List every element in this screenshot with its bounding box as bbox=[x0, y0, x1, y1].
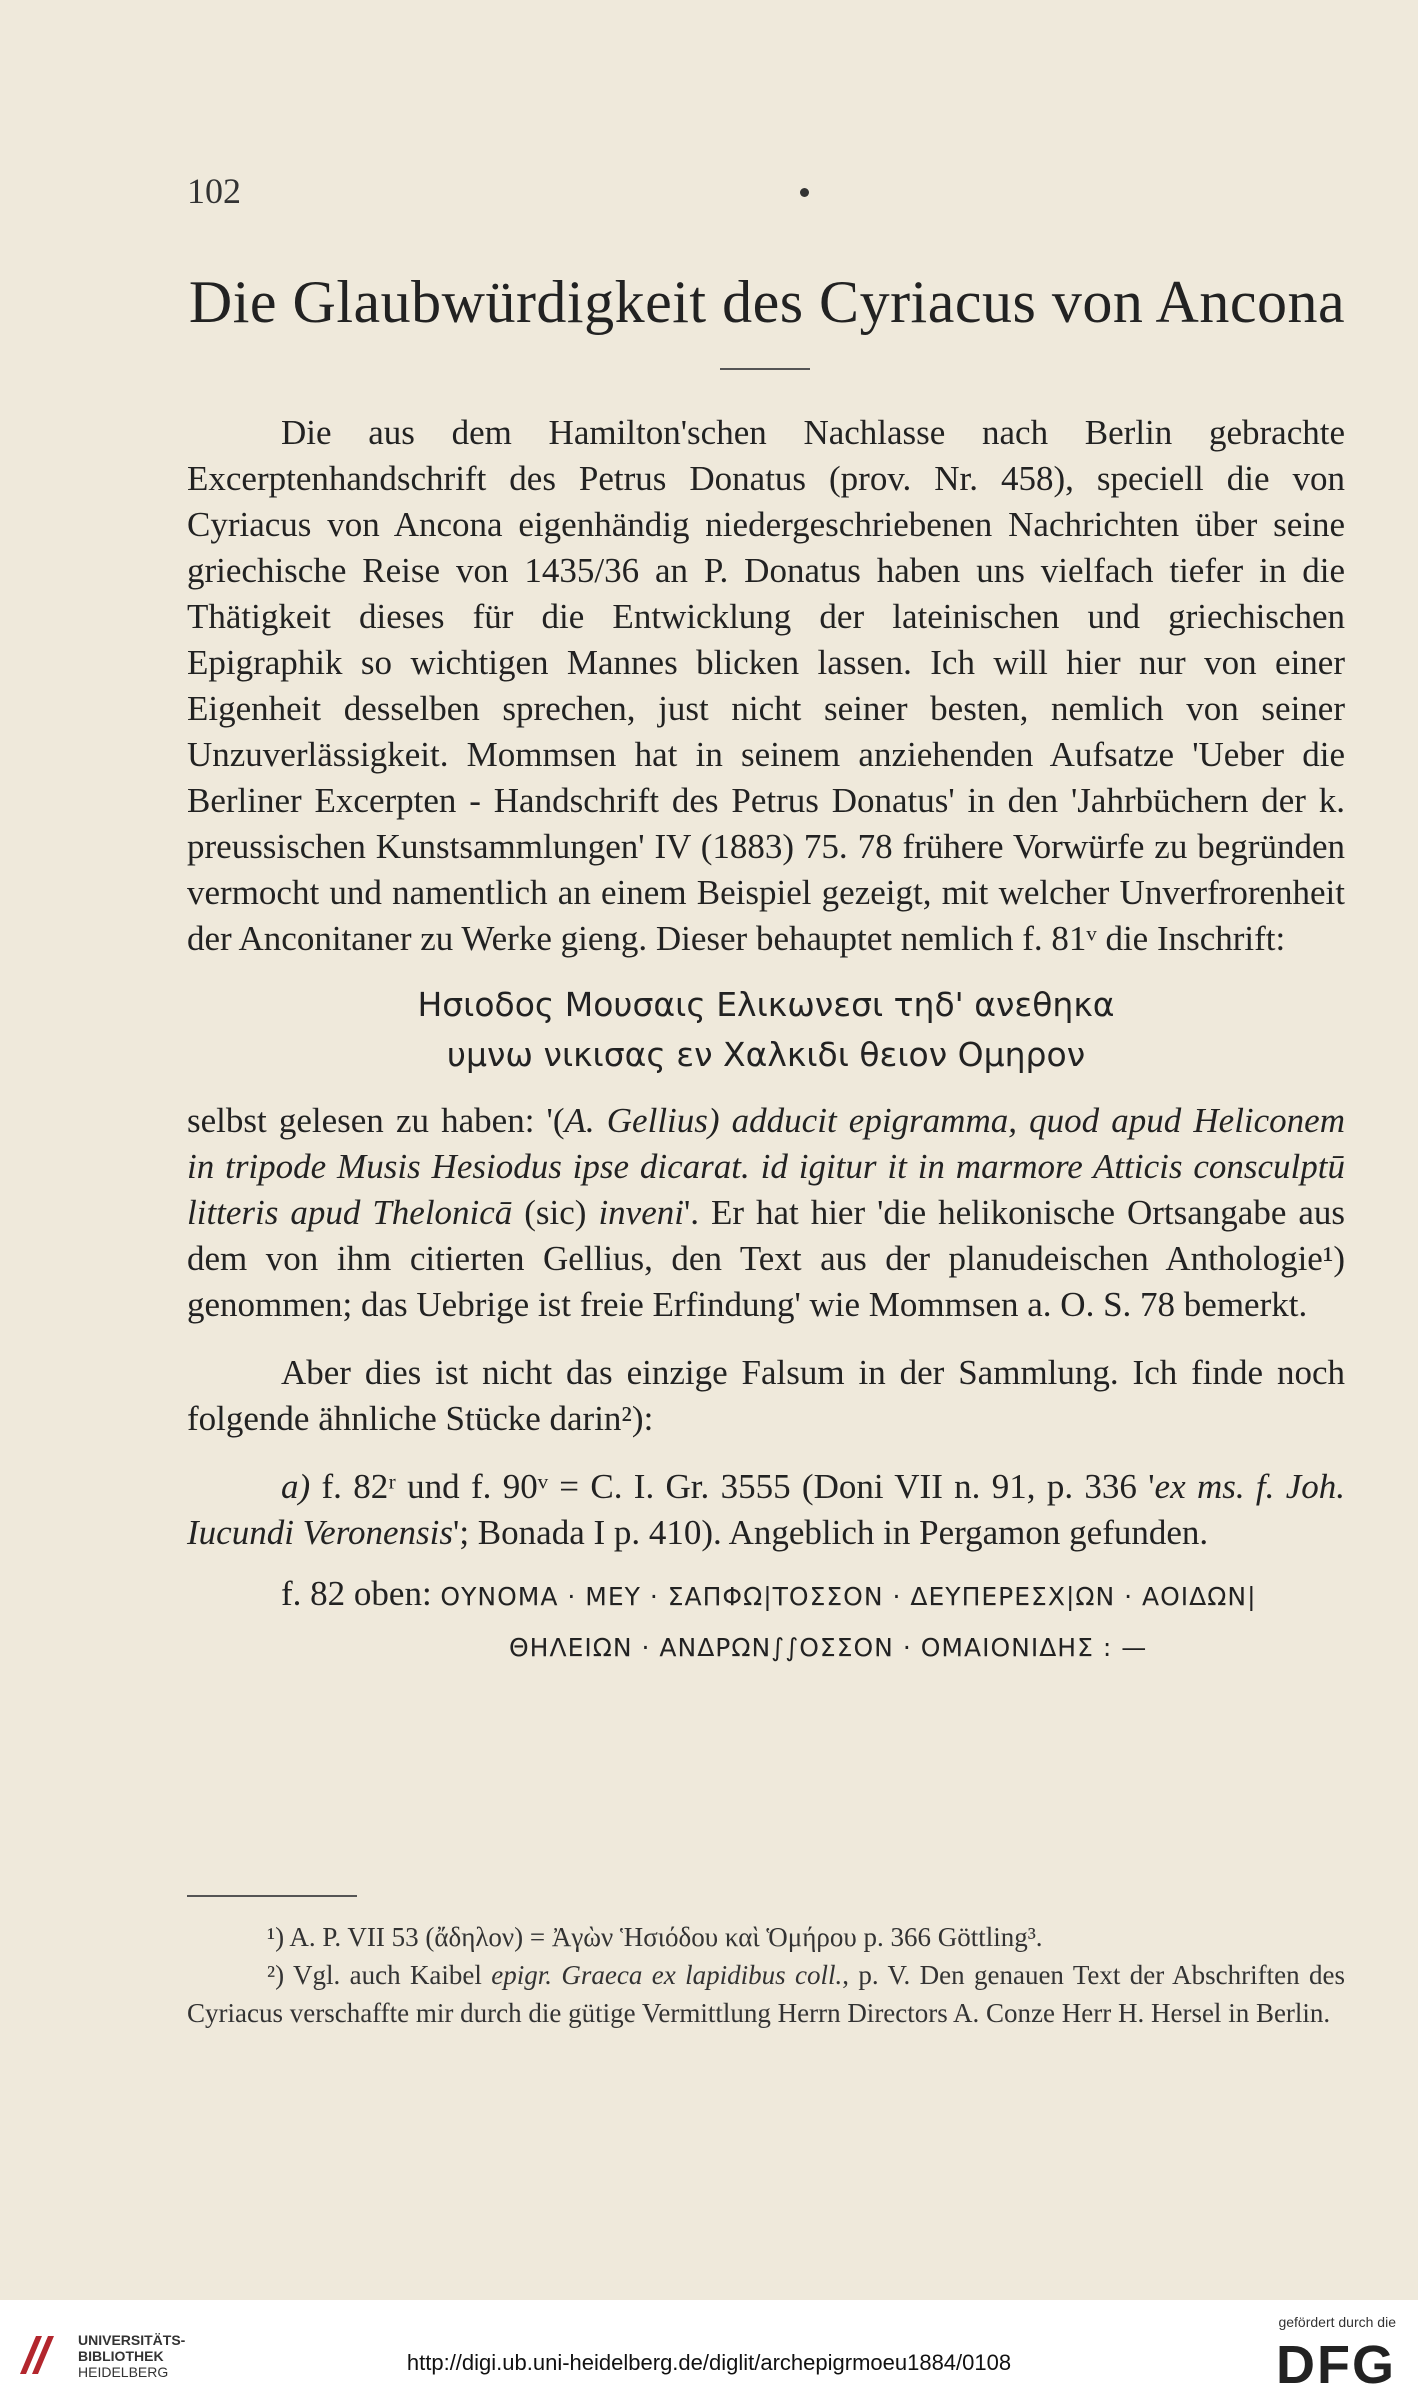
caps-line-2 bbox=[281, 1621, 1345, 1672]
caps-label: f. 82 oben: bbox=[281, 1574, 441, 1613]
p4-text-b: f. 82ʳ und f. 90ᵛ = C. I. Gr. 3555 (Doni VII n. 91, p. 336 ' bbox=[310, 1467, 1155, 1506]
p2-text-a: selbst gelesen zu haben: '( bbox=[187, 1101, 565, 1140]
greek-line-2: υμνω νικισας εν Χαλκιδι θειον Ομηρον bbox=[446, 1035, 1086, 1074]
caps-text-1: ΟΥΝΟΜΑ · ΜΕΥ · ΣΑΠΦΩ|ΤΟΣΣΟΝ · ΔΕΥΠΕΡΕΣΧ|ΩΝ · ΑΟΙΔΩΝ| bbox=[440, 1582, 1257, 1611]
p4-text-c: '; Bonada I p. 410). Angeblich in Pergamon gefunden. bbox=[453, 1513, 1209, 1552]
p4-latin-source: ex ms. f. Joh. Iucundi Veronensis bbox=[187, 1467, 1345, 1552]
article-body bbox=[187, 410, 1345, 1672]
article-title: Die Glaubwürdigkeit des Cyriacus von Ancona bbox=[188, 269, 1346, 335]
funding-caption: gefördert durch die bbox=[1278, 2314, 1396, 2330]
dfg-logo: DFG bbox=[1276, 2335, 1396, 2395]
paragraph-2 bbox=[187, 1098, 1345, 1328]
fn2-text-b: , p. V. Den genauen Text der Abschriften des Cyriacus verschaffte mir durch die gütige Vermittlung Herrn Directors A. Conze Herr H. Hersel in Berlin. bbox=[187, 1960, 1345, 2028]
p2-latin-quote: A. Gellius) adducit epigramma, quod apud Heliconem in tripode Musis Hesiodus ipse dicarat. id igitur it in marmore Atticis consculptū litteris apud Thelonicā bbox=[187, 1101, 1345, 1232]
page-number: 102 bbox=[187, 171, 241, 211]
fn2-text-a: ²) Vgl. auch Kaibel bbox=[267, 1960, 492, 1990]
capital-inscription bbox=[187, 1570, 1345, 1672]
paragraph-1: Die aus dem Hamilton'schen Nachlasse nach Berlin gebrachte Excerptenhandschrift des Petrus Donatus (prov. Nr. 458), speciell die von Cyriacus von Ancona eigenhändig niedergeschriebenen Nachrichten über seine griechische Reise von 1435/36 an P. Donatus haben uns vielfach tiefer in die Thätigkeit dieses für die Entwicklung der lateinischen und griechischen Epigraphik so wichtigen Mannes blicken lassen. Ich will hier nur von einer Eigenheit desselben sprechen, just nicht seiner besten, nemlich von seiner Unzuverlässigkeit. Mommsen hat in seinem anziehenden Aufsatze 'Ueber die Berliner Excerpten - Handschrift des Petrus Donatus' in den 'Jahrbüchern der k. preussischen Kunstsammlungen' IV (1883) 75. 78 frühere Vorwürfe zu begründen vermocht und namentlich an einem Beispiel gezeigt, mit welcher Unverfrorenheit der Anconitaner zu Werke gieng. Dieser behauptet nemlich f. 81ᵛ die Inschrift: bbox=[187, 413, 1345, 958]
footnotes bbox=[187, 1918, 1345, 2032]
p4-label: a) bbox=[281, 1467, 311, 1506]
paragraph-4 bbox=[187, 1464, 1345, 1556]
greek-line-1: Ησιοδος Μουσαις Ελικωνεσι τηδ' ανεθηκα bbox=[417, 985, 1115, 1024]
library-line-2: BIBLIOTHEK bbox=[78, 2348, 164, 2364]
caps-text-2: ΘΗΛΕΙΩΝ · ΑΝΔΡΩΝ∫∫ΟΣΣΟΝ · ΟΜΑΙΟΝΙΔΗΣ : — bbox=[509, 1633, 1148, 1662]
fn2-title: epigr. Graeca ex lapidibus coll. bbox=[491, 1960, 843, 1990]
p2-text-c: '. Er hat hier 'die helikonische Ortsangabe aus dem von ihm citierten Gellius, den Text aus der planudeischen Anthologie¹) genommen; das Uebrige ist freie Erfindung' wie Mommsen a. O. S. 78 bemerkt. bbox=[187, 1193, 1345, 1324]
footnote-rule bbox=[187, 1895, 357, 1897]
library-line-3: HEIDELBERG bbox=[78, 2364, 169, 2380]
footnote-2 bbox=[187, 1956, 1345, 2032]
footnote-1: ¹) A. P. VII 53 (ἄδηλον) = Ἀγὼν Ἡσιόδου καὶ Ὁμήρου p. 366 Göttling³. bbox=[267, 1922, 1043, 1952]
library-line-1: UNIVERSITÄTS- bbox=[78, 2332, 186, 2348]
paragraph-3: Aber dies ist nicht das einzige Falsum in der Sammlung. Ich finde noch folgende ähnliche Stücke darin²): bbox=[187, 1353, 1345, 1438]
p2-latin-inveni: inveni bbox=[598, 1193, 684, 1232]
p2-text-b: (sic) bbox=[512, 1193, 599, 1232]
title-rule bbox=[720, 368, 810, 370]
caps-line-1 bbox=[281, 1570, 1345, 1621]
permalink-url[interactable]: http://digi.ub.uni-heidelberg.de/diglit/archepigrmoeu1884/0108 bbox=[406, 2350, 1012, 2375]
viewer-footer bbox=[0, 2300, 1418, 2408]
greek-inscription bbox=[187, 980, 1345, 1080]
ink-dot bbox=[800, 188, 809, 197]
